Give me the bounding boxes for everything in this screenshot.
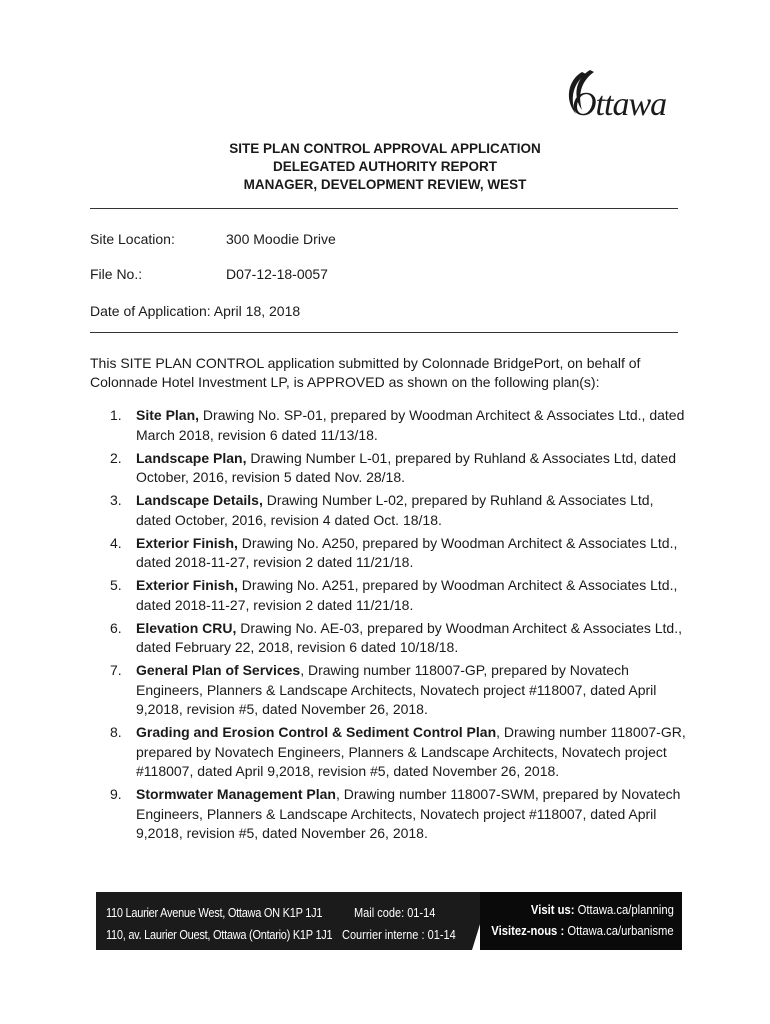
site-location-label: Site Location:: [90, 231, 175, 247]
footer-address-block: [96, 892, 472, 950]
approval-statement: This SITE PLAN CONTROL application submitted by Colonnade BridgePort, on behalf of Colonnade Hotel Investment LP, is APPROVED as shown on the following plan(s):: [90, 355, 641, 390]
plan-item: 4. Exterior Finish, Drawing No. A250, prepared by Woodman Architect & Associates Ltd., dated 2018-11-27, revision 2 dated 11/21/18.: [110, 534, 678, 570]
plan-item: 3. Landscape Details, Drawing Number L-02, prepared by Ruhland & Associates Ltd, dated October, 2016, revision 4 dated Oct. 18/18.: [110, 492, 654, 528]
visit-en-label: Visit us:: [530, 903, 575, 917]
heading-line-3: MANAGER, DEVELOPMENT REVIEW, WEST: [243, 177, 527, 192]
site-location-field: [90, 230, 336, 248]
date-label: Date of Application:: [90, 303, 211, 319]
date-value: April 18, 2018: [213, 303, 301, 319]
footer-visit-fr: [492, 924, 674, 938]
visit-fr-url[interactable]: Ottawa.ca/urbanisme: [567, 924, 674, 938]
footer-visit-block: [480, 892, 682, 950]
plan-item: 2. Landscape Plan, Drawing Number L-01, prepared by Ruhland & Associates Ltd, dated October, 2016, revision 5 dated Nov. 28/18.: [110, 449, 677, 485]
approved-plans-list: [90, 406, 686, 847]
file-no-field: [90, 265, 328, 283]
file-no-label: File No.:: [90, 266, 143, 282]
plan-item: 5. Exterior Finish, Drawing No. A251, prepared by Woodman Architect & Associates Ltd., dated 2018-11-27, revision 2 dated 11/21/18.: [110, 577, 678, 613]
plan-item: 6. Elevation CRU, Drawing No. AE-03, prepared by Woodman Architect & Associates Ltd., dated February 22, 2018, revision 6 dated 10/18/18.: [110, 619, 682, 655]
heading-line-2: DELEGATED AUTHORITY REPORT: [272, 159, 497, 174]
footer-visit-en: [531, 903, 674, 917]
footer-mail-en: Mail code: 01-14: [354, 906, 436, 920]
footer-address-en: 110 Laurier Avenue West, Ottawa ON K1P 1J1: [106, 906, 323, 920]
ottawa-logo: Ottawa: [572, 86, 667, 123]
date-of-application-field: [90, 302, 300, 320]
plan-item: 9. Stormwater Management Plan, Drawing number 118007-SWM, prepared by Novatech Engineers, Planners & Landscape Architects, Novatech project #118007, dated April 9,2018, revision #5, dated November 26, 2018.: [110, 786, 681, 841]
visit-fr-label: Visitez-nous :: [491, 924, 565, 938]
heading-line-1: SITE PLAN CONTROL APPROVAL APPLICATION: [229, 141, 541, 156]
plan-item: 8. Grading and Erosion Control & Sediment Control Plan, Drawing number 118007-GR, prepared by Novatech Engineers, Planners & Landscape Architects, Novatech project #118007, dated April 9,2018, revision #5, dated November 26, 2018.: [110, 724, 686, 779]
footer-mail-fr: Courrier interne : 01-14: [342, 928, 456, 942]
divider-bottom: [90, 332, 678, 333]
plan-item: 1. Site Plan, Drawing No. SP-01, prepared by Woodman Architect & Associates Ltd., dated March 2018, revision 6 dated 11/13/18.: [110, 407, 685, 443]
report-heading: [90, 140, 680, 194]
plan-item: 7. General Plan of Services, Drawing number 118007-GP, prepared by Novatech Engineers, Planners & Landscape Architects, Novatech project #118007, dated April 9,2018, revision #5, dated November 26, 2018.: [110, 662, 657, 717]
site-location-value: 300 Moodie Drive: [226, 231, 336, 247]
divider-top: [90, 208, 678, 209]
file-no-value: D07-12-18-0057: [226, 266, 328, 282]
visit-en-url[interactable]: Ottawa.ca/planning: [577, 903, 674, 917]
footer-address-fr: 110, av. Laurier Ouest, Ottawa (Ontario) K1P 1J1: [106, 928, 333, 942]
